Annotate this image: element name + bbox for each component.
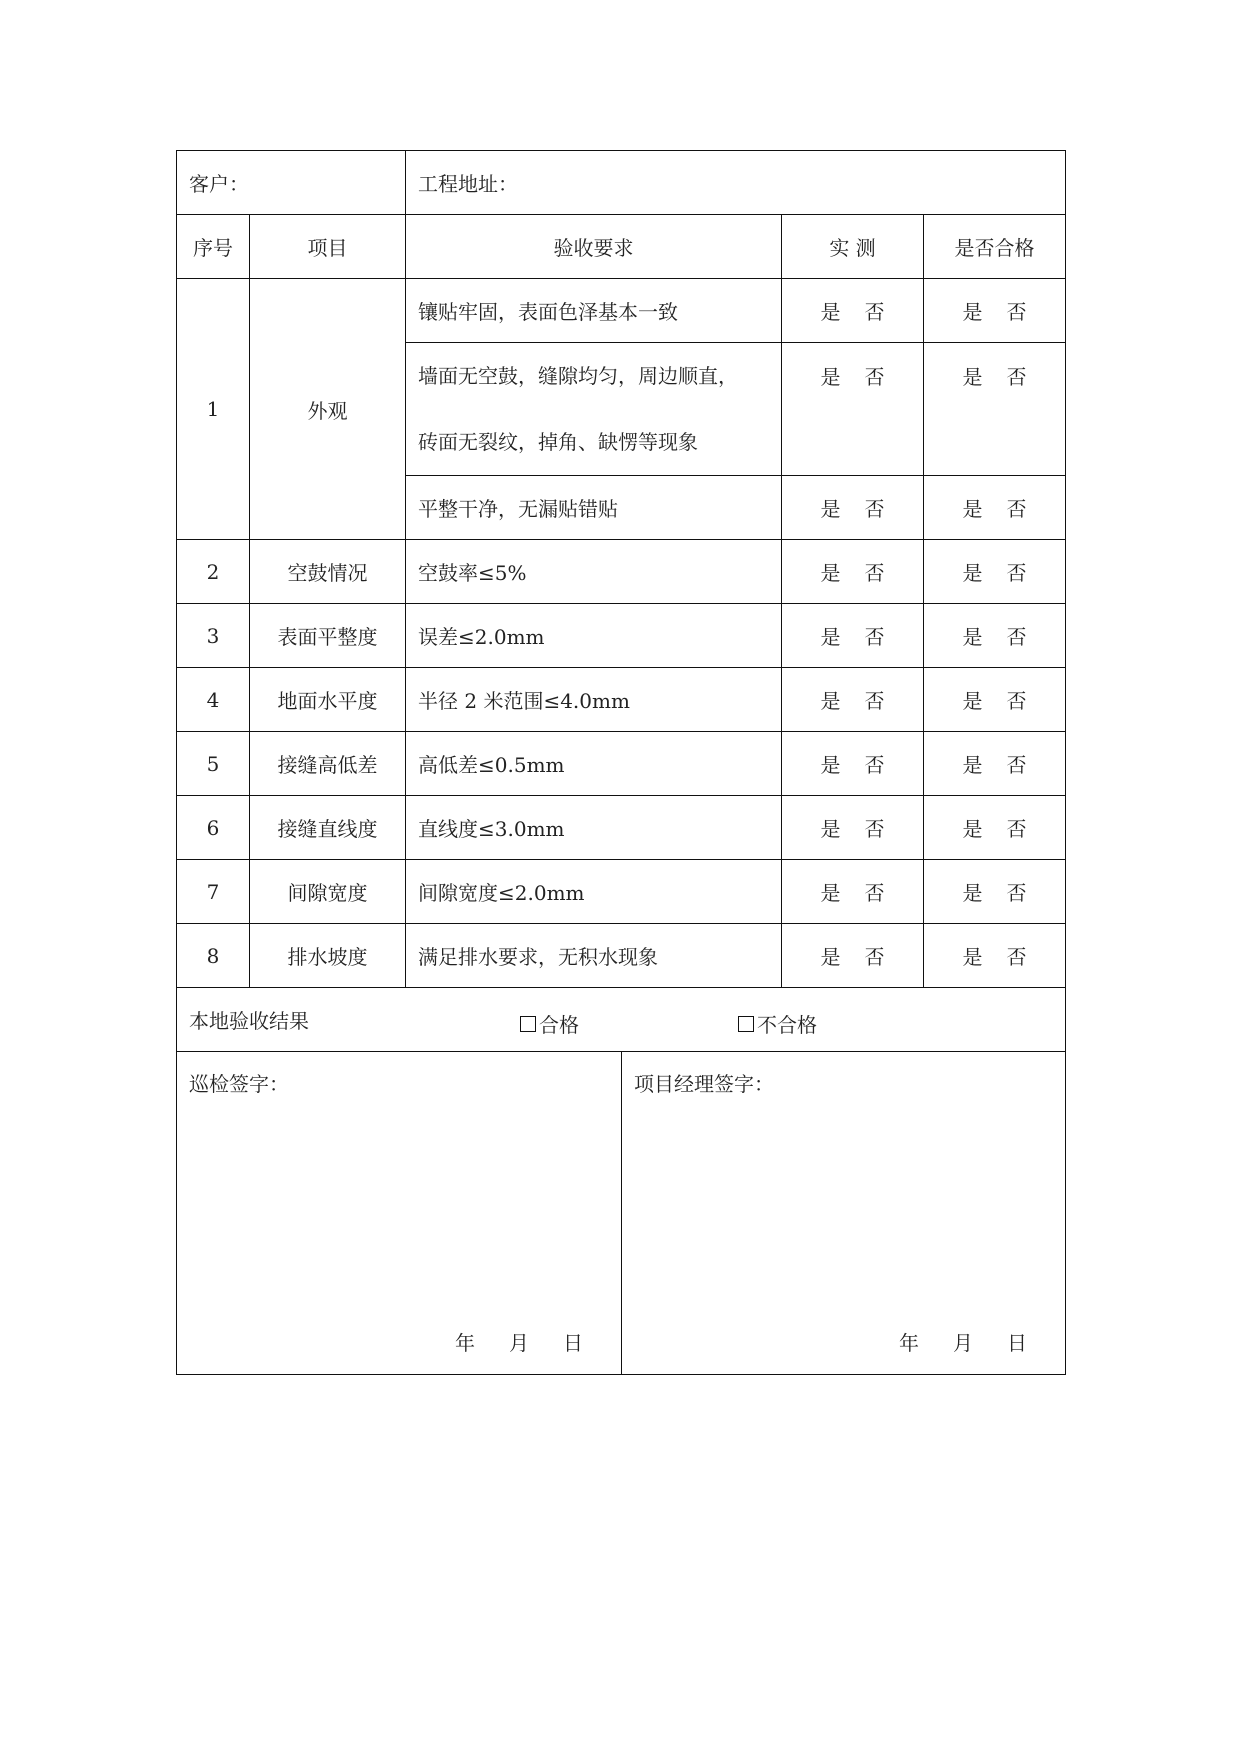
qualified-yes-no[interactable] bbox=[924, 924, 1066, 988]
fail-label: 不合格 bbox=[757, 1013, 817, 1037]
row-item: 地面水平度 bbox=[250, 668, 406, 732]
table-row bbox=[177, 860, 1066, 924]
result-cell bbox=[177, 988, 1066, 1052]
inspector-signature-area[interactable] bbox=[177, 1052, 622, 1375]
date-year: 年 bbox=[899, 1331, 919, 1355]
no-option[interactable]: 否 bbox=[1006, 881, 1027, 905]
row-requirement: 半径 2 米范围≤4.0mm bbox=[406, 668, 782, 732]
yes-option[interactable]: 是 bbox=[820, 561, 841, 585]
no-option[interactable]: 否 bbox=[864, 881, 885, 905]
row-item: 接缝直线度 bbox=[250, 796, 406, 860]
requirement-line: 墙面无空鼓，缝隙均匀，周边顺直， bbox=[418, 364, 738, 388]
row-number: 7 bbox=[177, 860, 250, 924]
row-item: 外观 bbox=[250, 279, 406, 540]
row-item: 空鼓情况 bbox=[250, 540, 406, 604]
no-option[interactable]: 否 bbox=[864, 625, 885, 649]
yes-option[interactable]: 是 bbox=[962, 561, 983, 585]
yes-option[interactable]: 是 bbox=[820, 497, 841, 521]
yes-option[interactable]: 是 bbox=[820, 881, 841, 905]
qualified-yes-no[interactable] bbox=[924, 279, 1066, 343]
pass-label: 合格 bbox=[539, 1013, 579, 1037]
yes-option[interactable]: 是 bbox=[962, 881, 983, 905]
yes-option[interactable]: 是 bbox=[962, 365, 983, 389]
qualified-yes-no[interactable] bbox=[924, 604, 1066, 668]
manager-signature-area[interactable] bbox=[622, 1052, 1066, 1375]
no-option[interactable]: 否 bbox=[1006, 365, 1027, 389]
qualified-yes-no[interactable] bbox=[924, 476, 1066, 540]
yes-option[interactable]: 是 bbox=[962, 753, 983, 777]
row-item: 表面平整度 bbox=[250, 604, 406, 668]
fail-checkbox[interactable] bbox=[738, 1009, 817, 1038]
yes-option[interactable]: 是 bbox=[962, 300, 983, 324]
yes-option[interactable]: 是 bbox=[962, 817, 983, 841]
no-option[interactable]: 否 bbox=[1006, 945, 1027, 969]
no-option[interactable]: 否 bbox=[864, 945, 885, 969]
no-option[interactable]: 否 bbox=[864, 365, 885, 389]
no-option[interactable]: 否 bbox=[864, 753, 885, 777]
result-label: 本地验收结果 bbox=[189, 1009, 309, 1033]
pass-checkbox[interactable] bbox=[520, 1009, 579, 1038]
requirement-line: 砖面无裂纹，掉角、缺愣等现象 bbox=[418, 430, 698, 454]
yes-option[interactable]: 是 bbox=[962, 945, 983, 969]
date-month: 月 bbox=[509, 1331, 529, 1355]
measured-yes-no[interactable] bbox=[782, 540, 924, 604]
no-option[interactable]: 否 bbox=[1006, 625, 1027, 649]
col-measured-header: 实 测 bbox=[782, 215, 924, 279]
measured-yes-no[interactable] bbox=[782, 343, 924, 476]
measured-yes-no[interactable] bbox=[782, 796, 924, 860]
manager-signature-label: 项目经理签字： bbox=[634, 1072, 774, 1096]
row-requirement: 平整干净，无漏贴错贴 bbox=[406, 476, 782, 540]
row-number: 6 bbox=[177, 796, 250, 860]
date-day: 日 bbox=[563, 1331, 583, 1355]
table-row bbox=[177, 924, 1066, 988]
qualified-yes-no[interactable] bbox=[924, 860, 1066, 924]
row-requirement: 满足排水要求，无积水现象 bbox=[406, 924, 782, 988]
yes-option[interactable]: 是 bbox=[820, 625, 841, 649]
row-requirement: 高低差≤0.5mm bbox=[406, 732, 782, 796]
address-field[interactable]: 工程地址： bbox=[406, 151, 1066, 215]
row-number: 3 bbox=[177, 604, 250, 668]
no-option[interactable]: 否 bbox=[864, 561, 885, 585]
table-row bbox=[177, 279, 1066, 343]
row-item: 接缝高低差 bbox=[250, 732, 406, 796]
yes-option[interactable]: 是 bbox=[820, 365, 841, 389]
measured-yes-no[interactable] bbox=[782, 476, 924, 540]
row-number: 2 bbox=[177, 540, 250, 604]
qualified-yes-no[interactable] bbox=[924, 668, 1066, 732]
date-day: 日 bbox=[1007, 1331, 1027, 1355]
row-number: 8 bbox=[177, 924, 250, 988]
no-option[interactable]: 否 bbox=[864, 497, 885, 521]
table-row bbox=[177, 732, 1066, 796]
no-option[interactable]: 否 bbox=[1006, 561, 1027, 585]
yes-option[interactable]: 是 bbox=[962, 497, 983, 521]
manager-date[interactable] bbox=[865, 1327, 1027, 1356]
no-option[interactable]: 否 bbox=[1006, 689, 1027, 713]
no-option[interactable]: 否 bbox=[1006, 497, 1027, 521]
row-requirement: 间隙宽度≤2.0mm bbox=[406, 860, 782, 924]
yes-option[interactable]: 是 bbox=[820, 689, 841, 713]
acceptance-form bbox=[176, 150, 1066, 1375]
measured-yes-no[interactable] bbox=[782, 279, 924, 343]
yes-option[interactable]: 是 bbox=[820, 300, 841, 324]
yes-option[interactable]: 是 bbox=[962, 625, 983, 649]
column-header-row bbox=[177, 215, 1066, 279]
qualified-yes-no[interactable] bbox=[924, 343, 1066, 476]
yes-option[interactable]: 是 bbox=[962, 689, 983, 713]
measured-yes-no[interactable] bbox=[782, 924, 924, 988]
checkbox-icon bbox=[738, 1016, 754, 1032]
no-option[interactable]: 否 bbox=[864, 300, 885, 324]
inspector-date[interactable] bbox=[421, 1327, 583, 1356]
header-row bbox=[177, 151, 1066, 215]
col-no-header: 序号 bbox=[177, 215, 250, 279]
qualified-yes-no[interactable] bbox=[924, 796, 1066, 860]
row-requirement: 镶贴牢固，表面色泽基本一致 bbox=[406, 279, 782, 343]
result-row bbox=[177, 988, 1066, 1052]
row-number: 4 bbox=[177, 668, 250, 732]
table-row bbox=[177, 668, 1066, 732]
row-requirement: 直线度≤3.0mm bbox=[406, 796, 782, 860]
client-field[interactable]: 客户： bbox=[177, 151, 406, 215]
table-row bbox=[177, 796, 1066, 860]
qualified-yes-no[interactable] bbox=[924, 540, 1066, 604]
row-requirement: 空鼓率≤5% bbox=[406, 540, 782, 604]
col-item-header: 项目 bbox=[250, 215, 406, 279]
measured-yes-no[interactable] bbox=[782, 604, 924, 668]
row-item: 间隙宽度 bbox=[250, 860, 406, 924]
inspector-signature-label: 巡检签字： bbox=[189, 1072, 289, 1096]
measured-yes-no[interactable] bbox=[782, 668, 924, 732]
col-requirement-header: 验收要求 bbox=[406, 215, 782, 279]
table-row bbox=[177, 540, 1066, 604]
yes-option[interactable]: 是 bbox=[820, 753, 841, 777]
col-qualified-header: 是否合格 bbox=[924, 215, 1066, 279]
row-requirement bbox=[406, 343, 782, 476]
no-option[interactable]: 否 bbox=[1006, 753, 1027, 777]
yes-option[interactable]: 是 bbox=[820, 945, 841, 969]
signature-row bbox=[177, 1052, 1066, 1375]
table-row bbox=[177, 604, 1066, 668]
measured-yes-no[interactable] bbox=[782, 732, 924, 796]
qualified-yes-no[interactable] bbox=[924, 732, 1066, 796]
row-requirement: 误差≤2.0mm bbox=[406, 604, 782, 668]
no-option[interactable]: 否 bbox=[864, 817, 885, 841]
date-month: 月 bbox=[953, 1331, 973, 1355]
no-option[interactable]: 否 bbox=[1006, 300, 1027, 324]
row-number: 1 bbox=[177, 279, 250, 540]
checkbox-icon bbox=[520, 1016, 536, 1032]
date-year: 年 bbox=[455, 1331, 475, 1355]
yes-option[interactable]: 是 bbox=[820, 817, 841, 841]
row-number: 5 bbox=[177, 732, 250, 796]
row-item: 排水坡度 bbox=[250, 924, 406, 988]
no-option[interactable]: 否 bbox=[1006, 817, 1027, 841]
measured-yes-no[interactable] bbox=[782, 860, 924, 924]
no-option[interactable]: 否 bbox=[864, 689, 885, 713]
